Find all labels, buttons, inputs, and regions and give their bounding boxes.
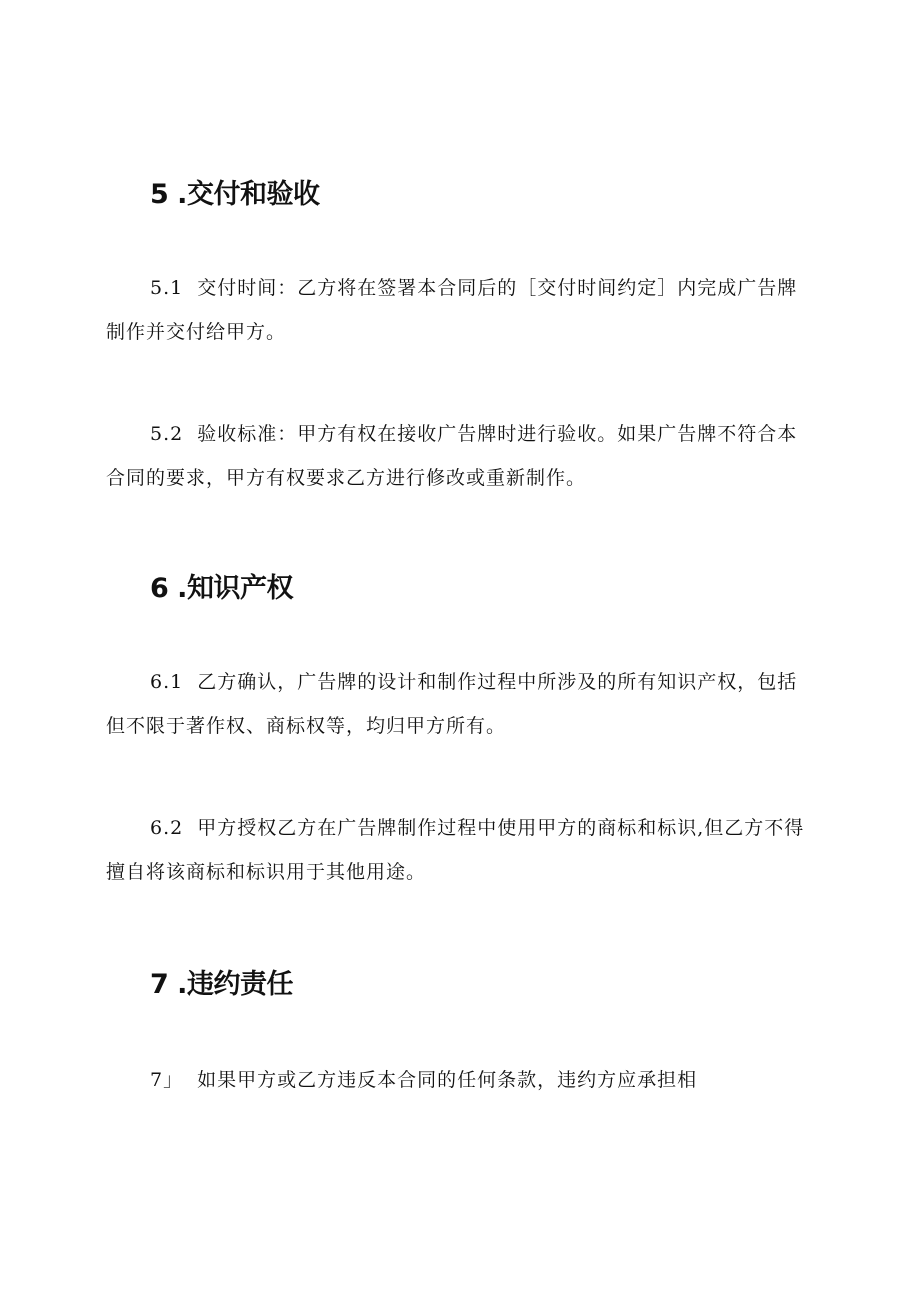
clause-text: 如果甲方或乙方违反本合同的任何条款，违约方应承担相	[197, 1069, 698, 1091]
clause-number: 7」	[150, 1069, 184, 1091]
clause-text: 乙方确认，广告牌的设计和制作过程中所涉及的所有知识产权，包括但不限于著作权、商标权等，均归甲方所有。	[106, 671, 798, 737]
clause-6-1	[106, 660, 806, 748]
section-heading-6: 6 .知识产权	[150, 573, 293, 604]
clause-text: 验收标准：甲方有权在接收广告牌时进行验收。如果广告牌不符合本合同的要求，甲方有权要求乙方进行修改或重新制作。	[106, 423, 798, 489]
section-heading-7: 7 .违约责任	[150, 969, 293, 1000]
clause-number: 5.2	[150, 423, 184, 445]
clause-number: 6.2	[150, 817, 184, 839]
clause-6-2	[106, 806, 806, 894]
clause-number: 6.1	[150, 671, 184, 693]
clause-number: 5.1	[150, 277, 184, 299]
section-heading-5: 5 .交付和验收	[150, 179, 320, 210]
clause-text: 甲方授权乙方在广告牌制作过程中使用甲方的商标和标识,但乙方不得擅自将该商标和标识用于其他用途。	[106, 817, 805, 883]
clause-7-1	[106, 1058, 806, 1102]
clause-text: 交付时间：乙方将在签署本合同后的［交付时间约定］内完成广告牌制作并交付给甲方。	[106, 277, 798, 343]
clause-5-2	[106, 412, 806, 500]
clause-5-1	[106, 266, 806, 354]
